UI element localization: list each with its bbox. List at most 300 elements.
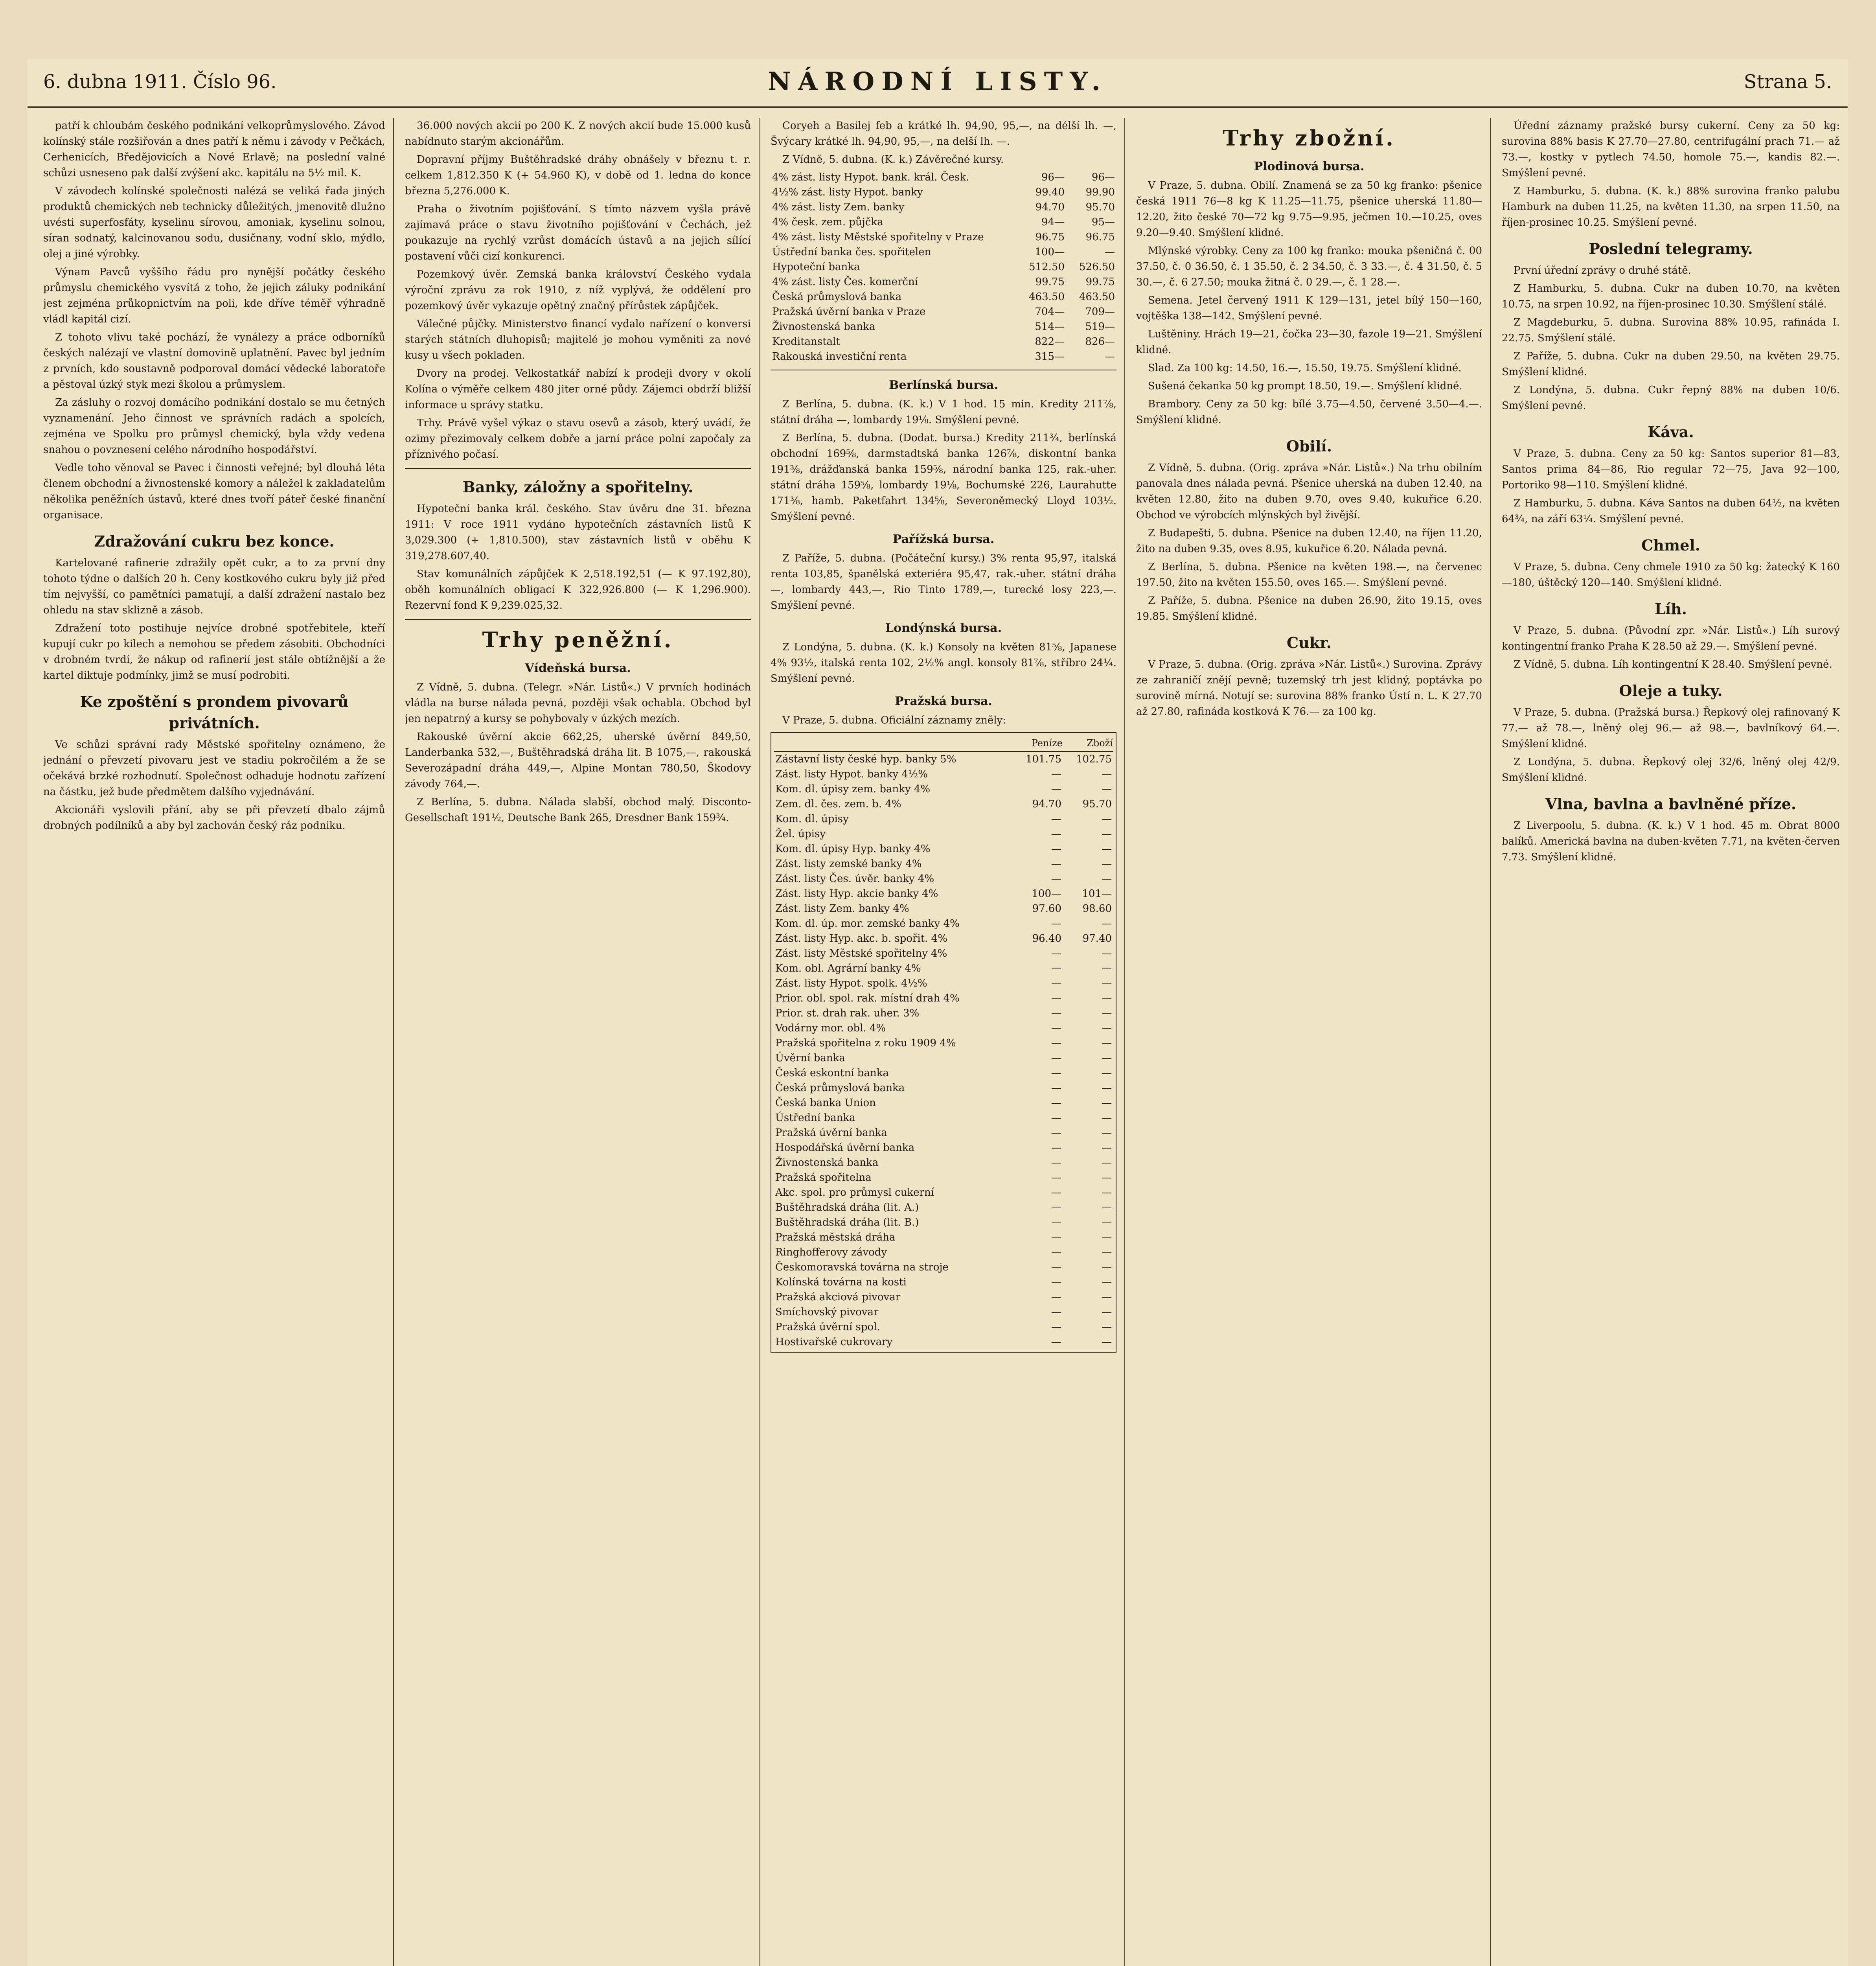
section-heading: Poslední telegramy.	[1589, 240, 1753, 258]
table-row	[771, 274, 1116, 289]
price-cell: —	[1105, 246, 1115, 258]
price-cell: —	[1051, 992, 1061, 1004]
price-cell: 96.75	[1035, 231, 1065, 243]
article-paragraph: Z Berlína, 5. dubna. Nálada slabší, obchod malý. Disconto-Gesellschaft 191½, Deutsche Bank 265, Dresdner Bank 159¾.	[405, 796, 751, 824]
security-name-cell: Zást. listy Městské spořitelny 4%	[775, 948, 947, 959]
section-subheading: Plodinová bursa.	[1254, 160, 1365, 173]
security-name-cell: Česká eskontní banka	[775, 1067, 889, 1079]
article-paragraph: Z Vídně, 5. dubna. Líh kontingentní K 28.40. Smýšlení pevné.	[1514, 659, 1832, 670]
table-row	[774, 946, 1113, 961]
table-row	[771, 349, 1116, 364]
security-name-cell: 4% zást. listy Hypot. bank. král. Česk.	[772, 171, 969, 183]
column-5	[1502, 118, 1840, 1966]
article-paragraph: Z Budapešti, 5. dubna. Pšenice na duben 12.40, na říjen 11.20, žito na duben 9.35, oves 8.95, kukuřice 6.20. Nálada pevná.	[1136, 527, 1482, 555]
price-cell: —	[1102, 1007, 1112, 1019]
price-cell: 101.75	[1026, 753, 1061, 765]
price-cell: 519—	[1085, 321, 1115, 333]
security-name-cell: Kreditanstalt	[772, 336, 840, 348]
section-heading: Obilí.	[1286, 437, 1332, 455]
article-paragraph: V závodech kolínské společnosti nalézá se veliká řada jiných produktů chemických neb technicky důležitých, jmenovitě dlužno uvésti superfosfáty, kyselinu sírovou, amoniak, kyselinu solnou, síran sodnatý, kalcinovanou sodu, dusičnany, vodní sklo, mýdlo, olej a jiné výrobky.	[43, 185, 385, 260]
price-cell: 101—	[1082, 888, 1112, 900]
price-cell: 96—	[1091, 171, 1115, 183]
article-paragraph: Vedle toho věnoval se Pavec i činnosti veřejné; byl dlouhá léta členem obchodní a živnostenské komory a náležel k zakladatelům několika peněžních ústavů, které dnes tvoří páteř české finanční organisace.	[43, 462, 385, 521]
table-row	[774, 1140, 1113, 1155]
table-row	[774, 1215, 1113, 1230]
article-paragraph: První úřední zprávy o druhé státě.	[1514, 265, 1691, 276]
price-cell: —	[1102, 977, 1112, 989]
price-cell: —	[1102, 1112, 1112, 1124]
article-paragraph: V Praze, 5. dubna. Ceny chmele 1910 za 50 kg: žatecký K 160—180, úštěcký 120—140. Smýšlení klidné.	[1502, 561, 1840, 589]
column-separator	[1124, 118, 1125, 1966]
article-paragraph: Semena. Jetel červený 1911 K 129—131, jetel bílý 150—160, vojtěška 138—142. Smýšlení pevné.	[1136, 295, 1482, 322]
price-cell: 99.40	[1035, 186, 1065, 198]
section-heading: Líh.	[1654, 600, 1687, 618]
price-cell: —	[1102, 1082, 1112, 1094]
article-paragraph: Brambory. Ceny za 50 kg: bílé 3.75—4.50, červené 3.50—4.—. Smýšlení klidné.	[1136, 398, 1482, 426]
table-row	[774, 856, 1113, 871]
price-cell: 315—	[1035, 351, 1065, 363]
column-1	[43, 118, 385, 1966]
divider	[405, 468, 751, 469]
price-cell: —	[1051, 1261, 1061, 1273]
table-row	[774, 1021, 1113, 1036]
article-paragraph: 36.000 nových akcií po 200 K. Z nových akcií bude 15.000 kusů nabídnuto starým akcionářům.	[405, 120, 751, 147]
table-row	[774, 1230, 1113, 1245]
table-row	[774, 931, 1113, 946]
price-cell: —	[1051, 813, 1061, 825]
article-paragraph: Slad. Za 100 kg: 14.50, 16.—, 15.50, 19.75. Smýšlení klidné.	[1148, 362, 1462, 374]
article-paragraph: V Praze, 5. dubna. Obilí. Znamená se za 50 kg franko: pšenice česká 1911 76—8 kg K 11.25—11.75, pšenice uherská 11.80—12.20, žito české 70—72 kg 9.75—9.95, ječmen 10.—10.25, oves 9.20—9.40. Smýšlení klidné.	[1136, 180, 1482, 239]
price-cell: —	[1102, 1261, 1112, 1273]
price-cell: —	[1051, 1217, 1061, 1228]
price-cell: 99.90	[1085, 186, 1115, 198]
price-cell: —	[1102, 1336, 1112, 1348]
security-name-cell: 4% zást. listy Městské spořitelny v Praze	[772, 231, 984, 243]
security-name-cell: Kom. obl. Agrární banky 4%	[775, 963, 921, 974]
price-cell: 822—	[1035, 336, 1065, 348]
table-row	[774, 901, 1113, 916]
price-cell: —	[1051, 768, 1061, 780]
article-paragraph: Výnam Pavců vyššího řádu pro nynější počátky českého průmyslu chemického vysvítá z toho, že jejich záluky podnikání jest zejména průkopnictvím na poli, kde dříve téměř výhradně vládl kapitál cizí.	[43, 266, 385, 325]
section-heading: Ke zpoštění s prondem pivovarů privátních.	[80, 693, 349, 732]
article-paragraph: Z Berlína, 5. dubna. Pšenice na květen 198.—, na červenec 197.50, žito na květen 155.50, oves 165.—. Smýšlení pevné.	[1136, 561, 1482, 589]
price-cell: 99.75	[1085, 276, 1115, 288]
security-name-cell: Zást. listy Zem. banky 4%	[775, 903, 909, 915]
table-row	[771, 200, 1116, 215]
security-name-cell: Živnostenská banka	[775, 1157, 879, 1169]
price-cell: —	[1102, 1202, 1112, 1213]
price-cell: —	[1102, 1217, 1112, 1228]
security-name-cell: Ústřední banka čes. spořitelen	[772, 246, 931, 258]
price-cell: —	[1102, 873, 1112, 885]
prague-quotes-box	[771, 732, 1116, 1353]
section-heading: Cukr.	[1287, 634, 1332, 652]
price-cell: 526.50	[1079, 261, 1115, 273]
masthead	[28, 59, 1848, 108]
article-paragraph: Z Vídně, 5. dubna. (K. k.) Závěrečné kursy.	[782, 154, 1004, 166]
table-row	[771, 230, 1116, 245]
price-cell: —	[1051, 963, 1061, 974]
newspaper-title: NÁRODNÍ LISTY.	[768, 67, 1107, 96]
table-row	[774, 991, 1113, 1006]
table-row	[774, 1036, 1113, 1051]
article-paragraph: Sušená čekanka 50 kg prompt 18.50, 19.—. Smýšlení klidné.	[1148, 380, 1462, 392]
security-name-cell: Pražská městská dráha	[775, 1232, 896, 1243]
price-cell: 100—	[1032, 888, 1061, 900]
column-2	[405, 118, 751, 1966]
price-cell: —	[1102, 1321, 1112, 1333]
price-cell: —	[1051, 1202, 1061, 1213]
price-cell: —	[1051, 1142, 1061, 1154]
price-cell: —	[1102, 1127, 1112, 1139]
article-paragraph: V Praze, 5. dubna. Oficiální záznamy zněly:	[782, 714, 1006, 726]
table-row	[774, 1260, 1113, 1275]
page-number: Strana 5.	[1744, 71, 1832, 93]
article-paragraph: Pozemkový úvěr. Zemská banka království Českého vydala výroční zprávu za rok 1910, z níž vyplývá, že oddělení pro pozemkový úvěr vykazuje opětný značný přírůstek zápůjček.	[405, 269, 751, 312]
section-subheading: Londýnská bursa.	[885, 621, 1002, 635]
table-row	[774, 812, 1113, 827]
article-paragraph: Trhy. Právě vyšel výkaz o stavu osevů a zásob, který uvádí, že ozimy přezimovaly celkem dobře a jarní práce polní započaly za příznivého počasí.	[405, 417, 751, 460]
price-cell: —	[1102, 948, 1112, 959]
price-cell: 94.70	[1032, 798, 1061, 810]
article-paragraph: Z Londýna, 5. dubna. Řepkový olej 32/6, lněný olej 42/9. Smýšlení klidné.	[1502, 756, 1840, 784]
security-name-cell: Hypoteční banka	[772, 261, 860, 273]
table-row	[774, 1170, 1113, 1185]
section-heading: Chmel.	[1641, 536, 1700, 554]
article-paragraph: Luštěniny. Hrách 19—21, čočka 23—30, fazole 19—21. Smýšlení klidné.	[1136, 328, 1482, 356]
security-name-cell: Pražská akciová pivovar	[775, 1291, 901, 1303]
section-heading: Káva.	[1648, 423, 1694, 441]
security-name-cell: Pražská spořitelna	[775, 1172, 872, 1184]
price-cell: —	[1102, 828, 1112, 840]
security-name-cell: Pražská úvěrní banka v Praze	[772, 306, 926, 318]
price-cell: —	[1051, 1037, 1061, 1049]
article-paragraph: Z Magdeburku, 5. dubna. Surovina 88% 10.95, rafináda I. 22.75. Smýšlení stálé.	[1502, 317, 1840, 344]
security-name-cell: Kom. dl. úpisy zem. banky 4%	[775, 783, 931, 795]
table-row	[774, 1110, 1113, 1125]
column-4	[1136, 118, 1482, 1966]
price-cell: 97.40	[1082, 933, 1112, 944]
table-row	[774, 782, 1113, 797]
article-paragraph: V Praze, 5. dubna. (Pražská bursa.) Řepkový olej rafinovaný K 77.— až 78.—, lněný olej 96.— až 98.—, bavlníkový 64.—. Smýšlení klidné.	[1502, 707, 1840, 750]
article-paragraph: Hypoteční banka král. českého. Stav úvěru dne 31. března 1911: V roce 1911 vydáno hypotečních zástavních listů K 3,029.300 (+ 1,810.500), stav zástavních listů v oběhu K 319,278.607,40.	[405, 503, 751, 562]
price-cell: —	[1051, 783, 1061, 795]
price-cell: 512.50	[1029, 261, 1065, 273]
price-cell: 98.60	[1082, 903, 1112, 915]
section-heading: Zdražování cukru bez konce.	[94, 532, 335, 550]
issue-date: 6. dubna 1911. Číslo 96.	[43, 71, 277, 93]
security-name-cell: Kom. dl. úpisy Hyp. banky 4%	[775, 843, 931, 855]
article-paragraph: patří k chloubám českého podnikání velkoprůmyslového. Závod kolínský stále rozšiřován a dnes patří k němu i závody v Pečkách, Cerhenicích, Bředějovicích a Nové Erlavě; na poslední valné schůzi usneseno pak další zvýšení akc. kapitálu na 5½ mil. K.	[43, 120, 385, 179]
security-name-cell: Smíchovský pivovar	[775, 1306, 879, 1318]
table-row	[771, 185, 1116, 200]
security-name-cell: Žel. úpisy	[775, 828, 826, 840]
column-header: Zboží	[1063, 735, 1113, 751]
security-name-cell: Zástavní listy české hyp. banky 5%	[775, 753, 956, 765]
security-name-cell: Kolínská továrna na kosti	[775, 1276, 907, 1288]
price-cell: —	[1051, 948, 1061, 959]
article-paragraph: Z Berlína, 5. dubna. (Dodat. bursa.) Kredity 211¾, berlínská obchodní 169⅝, darmstadtská banka 126⅞, diskontní banka 191⅜, drážďanská banka 159⅝, národní banka 125, rak.-uher. státní dráha 159⅝, lombardy 19⅛, Bochumské 226, Laurahutte 171⅜, hamb. Paketfahrt 134⅝, Severoněmecký Lloyd 103½. Smýšlení pevné.	[771, 432, 1116, 523]
table-row	[774, 1290, 1113, 1305]
table-row	[774, 751, 1113, 767]
table-row	[774, 1185, 1113, 1200]
column-separator	[1490, 118, 1491, 1966]
price-cell: —	[1102, 1291, 1112, 1303]
price-cell: 95.70	[1085, 201, 1115, 213]
table-row	[774, 1051, 1113, 1066]
section-title: Trhy zbožní.	[1223, 125, 1396, 151]
security-name-cell: Zást. listy Hyp. akcie banky 4%	[775, 888, 938, 900]
security-name-cell: Ústřední banka	[775, 1112, 855, 1124]
security-name-cell: Česká banka Union	[775, 1097, 876, 1109]
price-cell: —	[1051, 828, 1061, 840]
table-row	[774, 1245, 1113, 1260]
section-heading: Banky, záložny a spořitelny.	[462, 478, 693, 496]
article-paragraph: Ve schůzi správní rady Městské spořitelny oznámeno, že jednání o převzetí pivovaru jest ve stadiu pokročilém a že se očekává brzké rozhodnutí. Společnost odhaduje hodnotu zařízení na částku, jež bude předmětem dalšího vyjednávání.	[43, 739, 385, 798]
article-paragraph: Z Vídně, 5. dubna. (Telegr. »Nár. Listů«.) V prvních hodinách vládla na burse nálada pevná, později však ochabla. Obchod byl jen nepatrný a kursy se pohybovaly v úzkých mezích.	[405, 681, 751, 725]
price-cell: 95.70	[1082, 798, 1112, 810]
price-cell: —	[1102, 1276, 1112, 1288]
article-paragraph: Z Hamburku, 5. dubna. (K. k.) 88% surovina franko palubu Hamburk na duben 11.25, na květen 11.30, na srpen 11.50, na říjen-prosinec 10.25. Smýšlení pevné.	[1502, 185, 1840, 228]
security-name-cell: Rakouská investiční renta	[772, 351, 907, 363]
security-name-cell: Ringhofferovy závody	[775, 1246, 887, 1258]
price-cell: 96.75	[1085, 231, 1115, 243]
security-name-cell: Pražská úvěrní banka	[775, 1127, 887, 1139]
table-row	[774, 797, 1113, 812]
price-cell: —	[1051, 1276, 1061, 1288]
security-name-cell: Buštěhradská dráha (lit. B.)	[775, 1217, 919, 1228]
table-row	[774, 916, 1113, 931]
security-name-cell: 4% česk. zem. půjčka	[772, 216, 883, 228]
price-cell: —	[1102, 918, 1112, 930]
article-paragraph: Z Hamburku, 5. dubna. Cukr na duben 10.70, na květen 10.75, na srpen 10.92, na říjen-prosinec 10.30. Smýšlení stálé.	[1502, 283, 1840, 310]
price-cell: —	[1102, 1232, 1112, 1243]
price-cell: —	[1102, 1246, 1112, 1258]
section-subheading: Vídeňská bursa.	[525, 661, 631, 675]
article-paragraph: Dopravní příjmy Buštěhradské dráhy obnášely v březnu t. r. celkem 1,812.350 K (+ 54.960 K), v době od 1. ledna do konce března 5,276.000 K.	[405, 154, 751, 197]
price-cell: —	[1051, 1097, 1061, 1109]
table-row	[774, 886, 1113, 901]
price-cell: —	[1102, 992, 1112, 1004]
quotes-table-vienna	[771, 170, 1116, 364]
article-paragraph: Za zásluhy o rozvoj domácího podnikání dostalo se mu četných vyznamenání. Jeho činnost ve správních radách a spolcích, zejména ve Spolku pro průmysl chemický, byla vždy vedena snahou o povznesení celého národního hospodářství.	[43, 397, 385, 456]
price-cell: —	[1051, 1022, 1061, 1034]
article-paragraph: Akcionáři vyslovili přání, aby se při převzetí dbalo zájmů drobných podílníků a aby byl zachován český ráz podniku.	[43, 804, 385, 832]
article-paragraph: Úřední záznamy pražské bursy cukerní. Ceny za 50 kg: surovina 88% basis K 27.70—27.80, centrifugální prach 71.— až 73.—, kostky v pytlech 74.50, homole 75.—, kandis 82.—. Smýšlení pevné.	[1502, 120, 1840, 179]
article-paragraph: Kartelované rafinerie zdražily opět cukr, a to za první dny tohoto týdne o dalších 20 h. Ceny kostkového cukru byly již před tím nejvyšší, co pamětníci pamatují, a další zdražení nastalo bez ohledu na stav sklizně a zásob.	[43, 557, 385, 616]
price-cell: —	[1051, 1082, 1061, 1094]
price-cell: —	[1051, 1336, 1061, 1348]
article-paragraph: Rakouské úvěrní akcie 662,25, uherské úvěrní 849,50, Landerbanka 532,—, Buštěhradská dráha lit. B 1075,—, rakouská Severozápadní dráha 449,—, Alpine Montan 780,50, Škodovy závody 764,—.	[405, 731, 751, 790]
price-cell: —	[1051, 1157, 1061, 1169]
price-cell: —	[1102, 768, 1112, 780]
price-cell: 463.50	[1079, 291, 1115, 303]
security-name-cell: Zást. listy Hypot. banky 4½%	[775, 768, 928, 780]
article-paragraph: Stav komunálních zápůjček K 2,518.192,51 (— K 97.192,80), oběh komunálních obligací K 322,926.800 (— K 1,296.900). Rezervní fond K 9,239.025,32.	[405, 568, 751, 611]
security-name-cell: Prior. st. drah rak. uher. 3%	[775, 1007, 920, 1019]
price-cell: —	[1051, 1187, 1061, 1198]
table-row	[774, 976, 1113, 991]
table-row	[774, 827, 1113, 841]
section-heading: Oleje a tuky.	[1619, 682, 1723, 700]
security-name-cell: Kom. dl. úpisy	[775, 813, 849, 825]
section-subheading: Pražská bursa.	[895, 694, 992, 708]
article-paragraph: Z Londýna, 5. dubna. (K. k.) Konsoly na květen 81⅝, Japanese 4% 93½, italská renta 102, 2½% angl. konsoly 81⅞, stříbro 24¼. Smýšlení pevné.	[771, 641, 1116, 685]
section-subheading: Berlínská bursa.	[889, 378, 998, 392]
quotes-table-prague	[774, 735, 1113, 1349]
price-cell: —	[1051, 1007, 1061, 1019]
price-cell: 94—	[1041, 216, 1065, 228]
security-name-cell: Akc. spol. pro průmysl cukerní	[775, 1187, 934, 1198]
price-cell: —	[1051, 1321, 1061, 1333]
price-cell: —	[1102, 783, 1112, 795]
security-name-cell: Kom. dl. úp. mor. zemské banky 4%	[775, 918, 960, 930]
column-header: Peníze	[1013, 735, 1063, 751]
price-cell: 96.40	[1032, 933, 1061, 944]
table-row	[774, 1125, 1113, 1140]
security-name-cell: Zást. listy Čes. úvěr. banky 4%	[775, 873, 934, 885]
security-name-cell: Česká průmyslová banka	[775, 1082, 905, 1094]
price-cell: —	[1102, 843, 1112, 855]
security-name-cell: Vodárny mor. obl. 4%	[775, 1022, 886, 1034]
price-cell: —	[1051, 1052, 1061, 1064]
price-cell: —	[1051, 873, 1061, 885]
divider	[405, 619, 751, 620]
article-paragraph: Z Paříže, 5. dubna. (Počáteční kursy.) 3% renta 95,97, italská renta 103,85, španělská exteriéra 95,47, rak.-uher. státní dráha —, lombardy 443,—, Rio Tinto 1789,—, turecké losy 223,—. Smýšlení pevné.	[771, 552, 1116, 611]
article-paragraph: Válečné půjčky. Ministerstvo financí vydalo nařízení o konversi starých státních dluhopisů; majitelé je mohou vyměniti za nové kusy u všech pokladen.	[405, 318, 751, 361]
price-cell: 95—	[1091, 216, 1115, 228]
price-cell: 102.75	[1076, 753, 1112, 765]
security-name-cell: Hospodářská úvěrní banka	[775, 1142, 915, 1154]
price-cell: —	[1051, 918, 1061, 930]
price-cell: —	[1102, 1052, 1112, 1064]
price-cell: —	[1051, 843, 1061, 855]
article-paragraph: Z Hamburku, 5. dubna. Káva Santos na duben 64½, na květen 64¾, na září 63¼. Smýšlení pevné.	[1502, 497, 1840, 525]
article-paragraph: Z Vídně, 5. dubna. (Orig. zpráva »Nár. Listů«.) Na trhu obilním panovala dnes nálada pevná. Pšenice uherská na duben 12.40, na květen 12.80, žito na duben 9.70, oves 9.40, kukuřice 6.20. Obchod ve výrobcích mlýnských byl živější.	[1136, 462, 1482, 521]
security-name-cell: Zem. dl. čes. zem. b. 4%	[775, 798, 901, 810]
security-name-cell: Zást. listy Hypot. spolk. 4½%	[775, 977, 927, 989]
price-cell: —	[1102, 1097, 1112, 1109]
price-cell: —	[1102, 813, 1112, 825]
price-cell: 96—	[1041, 171, 1065, 183]
column-3	[771, 118, 1116, 1966]
table-row	[774, 1335, 1113, 1349]
price-cell: 514—	[1035, 321, 1065, 333]
article-paragraph: Z Londýna, 5. dubna. Cukr řepný 88% na duben 10/6. Smýšlení pevné.	[1502, 384, 1840, 412]
article-paragraph: Mlýnské výrobky. Ceny za 100 kg franko: mouka pšeničná č. 00 37.50, č. 0 36.50, č. 1 35.50, č. 2 34.50, č. 3 33.—, č. 4 31.50, č. 5 30.—, č. 6 27.50; mouka žitná č. 0 29.—, č. 1 28.—.	[1136, 245, 1482, 288]
price-cell: —	[1102, 1157, 1112, 1169]
security-name-cell: Hostivařské cukrovary	[775, 1336, 893, 1348]
price-cell: —	[1051, 858, 1061, 870]
table-row	[774, 1305, 1113, 1320]
price-cell: —	[1051, 1112, 1061, 1124]
price-cell: —	[1102, 963, 1112, 974]
article-paragraph: Z Paříže, 5. dubna. Pšenice na duben 26.90, žito 19.15, oves 19.85. Smýšlení klidné.	[1136, 595, 1482, 622]
price-cell: —	[1102, 1142, 1112, 1154]
price-cell: —	[1051, 977, 1061, 989]
price-cell: —	[1102, 1022, 1112, 1034]
price-cell: 826—	[1085, 336, 1115, 348]
table-row	[771, 170, 1116, 185]
security-name-cell: Pražská spořitelna z roku 1909 4%	[775, 1037, 956, 1049]
table-row	[774, 1320, 1113, 1335]
price-cell: —	[1102, 858, 1112, 870]
security-name-cell: Prior. obl. spol. rak. místní drah 4%	[775, 992, 960, 1004]
price-cell: —	[1051, 1232, 1061, 1243]
table-row	[774, 1200, 1113, 1215]
price-cell: 704—	[1035, 306, 1065, 318]
article-paragraph: Zdražení toto postihuje nejvíce drobné spotřebitele, kteří kupují cukr po kilech a nemohou se předem zásobiti. Obchodníci v drobném tvrdí, že nákup od rafinerií jest stále obtížnější a že kartel diktuje podmínky, jimž se musí podrobiti.	[43, 622, 385, 681]
table-row	[771, 289, 1116, 304]
price-cell: 94.70	[1035, 201, 1065, 213]
table-row	[771, 334, 1116, 349]
price-cell: —	[1051, 1306, 1061, 1318]
table-row	[771, 319, 1116, 334]
security-name-cell: 4% zást. listy Čes. komerční	[772, 276, 918, 288]
article-paragraph: Z Liverpoolu, 5. dubna. (K. k.) V 1 hod. 45 m. Obrat 8000 balíků. Americká bavlna na duben-květen 7.71, na květen-červen 7.73. Smýšlení klidné.	[1502, 820, 1840, 863]
table-row	[774, 871, 1113, 886]
table-row	[771, 260, 1116, 274]
price-cell: —	[1105, 351, 1115, 363]
price-cell: —	[1102, 1187, 1112, 1198]
column-separator	[393, 118, 394, 1966]
table-row	[774, 767, 1113, 782]
price-cell: —	[1051, 1172, 1061, 1184]
article-paragraph: Coryeh a Basilej feb a krátké lh. 94,90, 95,—, na délší lh. —, Švýcary krátké lh. 94,90, 95,—, na delší lh. —.	[771, 120, 1116, 147]
security-name-cell: Úvěrní banka	[775, 1052, 845, 1064]
price-cell: 709—	[1085, 306, 1115, 318]
security-name-cell: Pražská úvěrní spol.	[775, 1321, 880, 1333]
table-row	[774, 961, 1113, 976]
security-name-cell: Zást. listy Hyp. akc. b. spořit. 4%	[775, 933, 947, 944]
table-row	[774, 1006, 1113, 1021]
article-paragraph: Z Paříže, 5. dubna. Cukr na duben 29.50, na květen 29.75. Smýšlení klidné.	[1502, 350, 1840, 378]
table-row	[774, 1066, 1113, 1081]
price-cell: —	[1102, 1067, 1112, 1079]
article-paragraph: V Praze, 5. dubna. (Původní zpr. »Nár. Listů«.) Líh surový kontingentní franko Praha K 28.50 až 29.—. Smýšlení pevné.	[1502, 625, 1840, 652]
price-cell: —	[1102, 1172, 1112, 1184]
security-name-cell: Zást. listy zemské banky 4%	[775, 858, 922, 870]
security-name-cell: Česká průmyslová banka	[772, 291, 902, 303]
article-paragraph: V Praze, 5. dubna. Ceny za 50 kg: Santos superior 81—83, Santos prima 84—86, Rio regular 72—75, Java 92—100, Portoriko 98—110. Smýšlení klidné.	[1502, 448, 1840, 491]
price-cell: —	[1051, 1067, 1061, 1079]
price-cell: 99.75	[1035, 276, 1065, 288]
table-row	[771, 215, 1116, 230]
section-subheading: Pařížská bursa.	[892, 532, 995, 546]
table-row	[771, 245, 1116, 260]
price-cell: —	[1051, 1127, 1061, 1139]
security-name-cell: Českomoravská továrna na stroje	[775, 1261, 949, 1273]
security-name-cell: Buštěhradská dráha (lit. A.)	[775, 1202, 919, 1213]
table-row	[774, 1081, 1113, 1095]
price-cell: —	[1051, 1291, 1061, 1303]
section-title: Trhy peněžní.	[482, 627, 674, 652]
table-row	[774, 841, 1113, 856]
column-header	[774, 735, 1013, 751]
column-separator	[759, 118, 760, 1966]
security-name-cell: 4% zást. listy Zem. banky	[772, 201, 905, 213]
security-name-cell: 4½% zást. listy Hypot. banky	[772, 186, 923, 198]
price-cell: 97.60	[1032, 903, 1061, 915]
article-paragraph: Z tohoto vlivu také pochází, že vynálezy a práce odborníků českých nalézají ve vlastní domovině uplatnění. Pavec byl jedním z prvních, kdo soustavně podporoval domácí vědecké laboratoře a pěstoval úzký styk mezi školou a průmyslem.	[43, 331, 385, 390]
table-row	[771, 304, 1116, 319]
table-row	[774, 1095, 1113, 1110]
section-heading: Vlna, bavlna a bavlněné příze.	[1545, 795, 1797, 813]
article-paragraph: Praha o životním pojišťování. S tímto názvem vyšla právě zajímavá práce o stavu životního pojišťování v Čechách, jež poukazuje na rychlý vzrůst domácích ústavů a na jejich sílící postavení vůči cizí konkurenci.	[405, 203, 751, 262]
table-row	[774, 1155, 1113, 1170]
price-cell: 463.50	[1029, 291, 1065, 303]
article-paragraph: Z Berlína, 5. dubna. (K. k.) V 1 hod. 15 min. Kredity 211⅞, státní dráha —, lombardy 19⅛. Smýšlení pevné.	[771, 398, 1116, 426]
